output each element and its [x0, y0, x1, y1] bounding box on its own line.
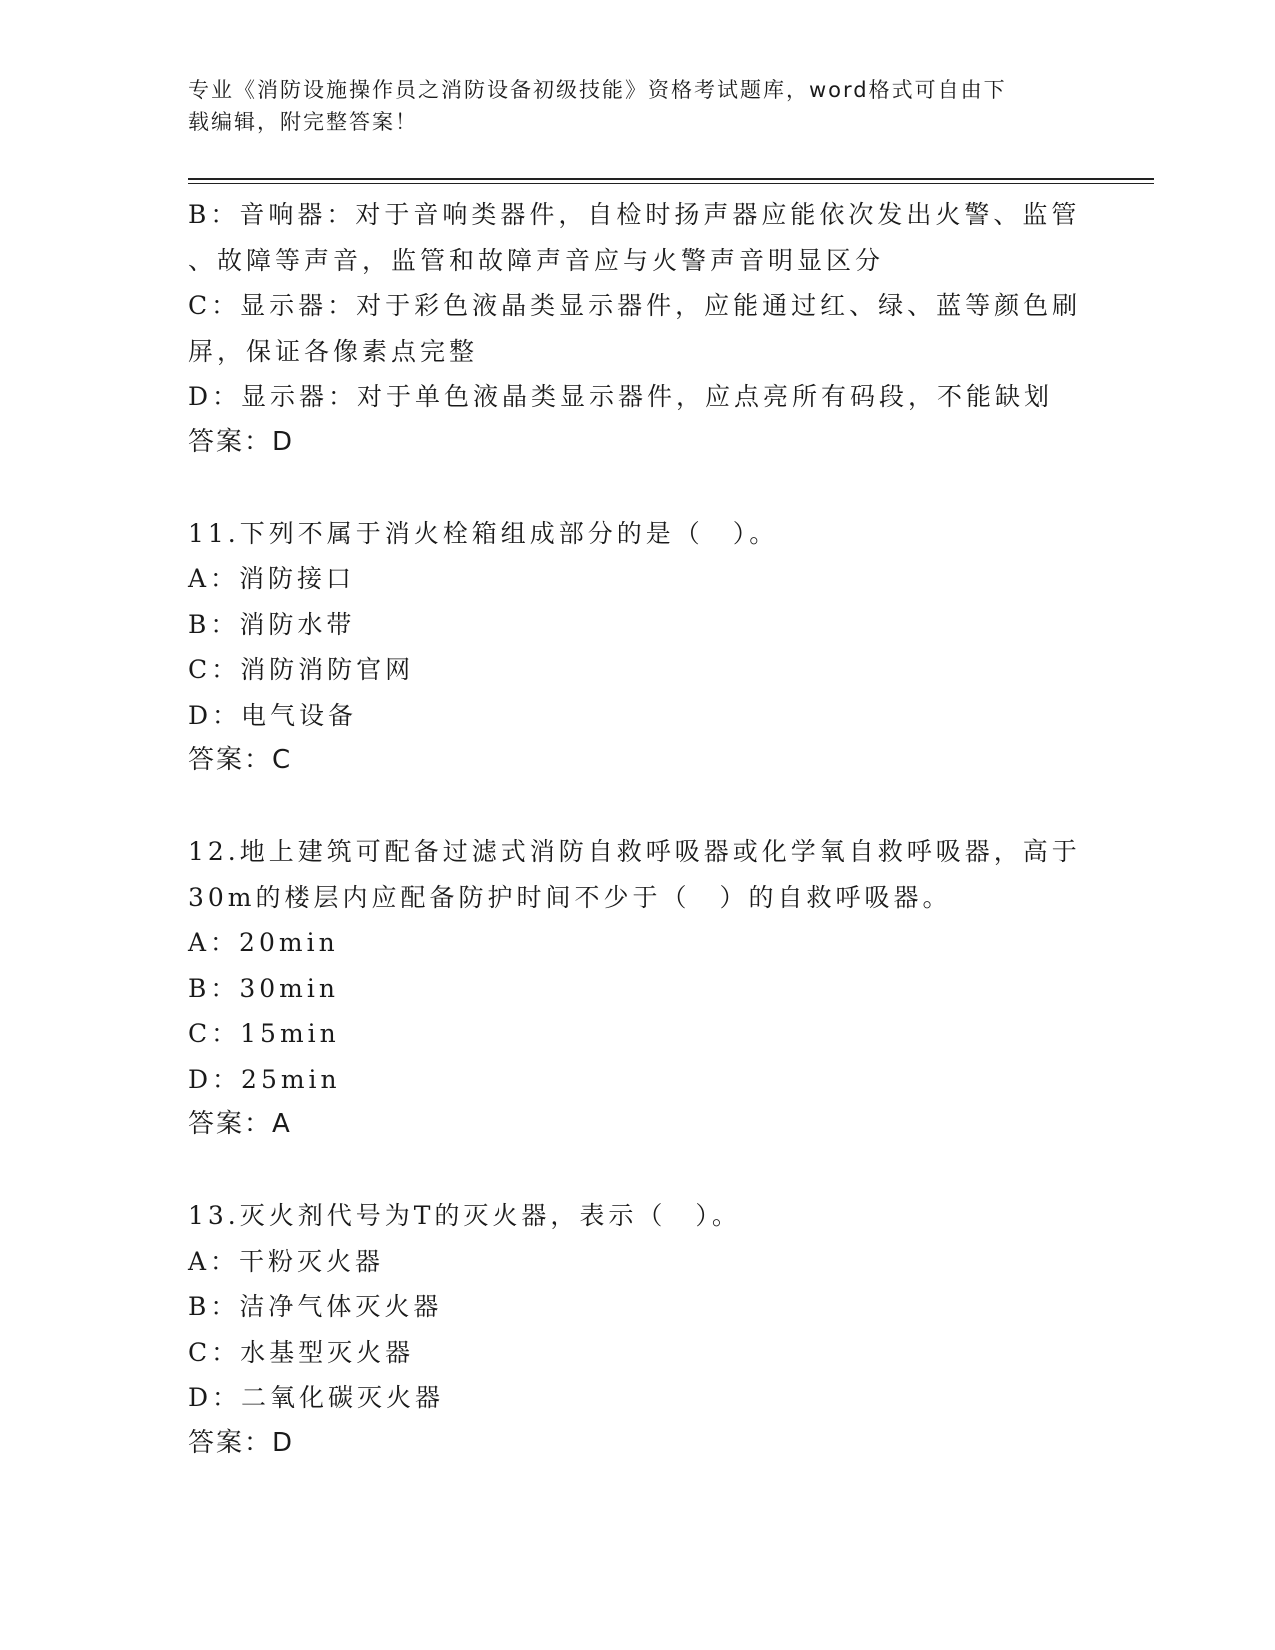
option-a: A：干粉灭火器: [188, 1246, 385, 1276]
header-line-1: 专业《消防设施操作员之消防设备初级技能》资格考试题库，word格式可自由下: [188, 78, 1007, 102]
spacer: [188, 784, 1088, 830]
question-stem-continued: 30m的楼层内应配备防护时间不少于（ ）的自救呼吸器。: [188, 882, 952, 912]
option-c: C：水基型灭火器: [188, 1337, 415, 1367]
answer-line: 答案：D: [188, 1427, 295, 1458]
question-12: [188, 829, 1088, 1148]
option-text: B：音响器：对于音响类器件，自检时扬声器应能依次发出火警、监管: [188, 200, 1081, 229]
option-text: D：显示器：对于单色液晶类显示器件，应点亮所有码段，不能缺划: [188, 382, 1054, 411]
option-b: B：30min: [188, 973, 339, 1003]
option-d: D：二氧化碳灭火器: [188, 1383, 445, 1412]
option-b: B：消防水带: [188, 609, 356, 639]
document-header: [188, 74, 1068, 138]
option-c: C：15min: [188, 1019, 340, 1048]
option-b: B：洁净气体灭火器: [188, 1292, 443, 1321]
question-stem: 13.灭火剂代号为T的灭火器，表示（ ）。: [188, 1201, 741, 1230]
option-d: D：电气设备: [188, 700, 358, 730]
option-d: D：25min: [188, 1064, 341, 1094]
question-stem: 12.地上建筑可配备过滤式消防自救呼吸器或化学氧自救呼吸器，高于: [188, 837, 1081, 866]
question-stem: 11.下列不属于消火栓箱组成部分的是（ ）。: [188, 518, 779, 548]
spacer: [188, 465, 1088, 511]
option-text: 、故障等声音，监管和故障声音应与火警声音明显区分: [188, 245, 885, 275]
answer-line: 答案：D: [188, 426, 295, 457]
continued-question: [188, 192, 1088, 465]
header-line-2: 载编辑，附完整答案！: [188, 110, 418, 134]
spacer: [188, 1148, 1088, 1194]
option-text: C：显示器：对于彩色液晶类显示器件，应能通过红、绿、蓝等颜色刷: [188, 291, 1082, 320]
option-text: 屏，保证各像素点完整: [188, 336, 479, 366]
question-13: [188, 1193, 1088, 1466]
question-content: [188, 192, 1088, 1466]
answer-line: 答案：A: [188, 1109, 292, 1139]
option-a: A：消防接口: [188, 564, 356, 593]
answer-line: 答案：C: [188, 745, 293, 775]
question-11: [188, 511, 1088, 784]
header-rule-thin: [188, 183, 1154, 184]
option-a: A：20min: [188, 928, 339, 957]
header-rule-thick: [188, 178, 1154, 180]
option-c: C：消防消防官网: [188, 655, 415, 684]
